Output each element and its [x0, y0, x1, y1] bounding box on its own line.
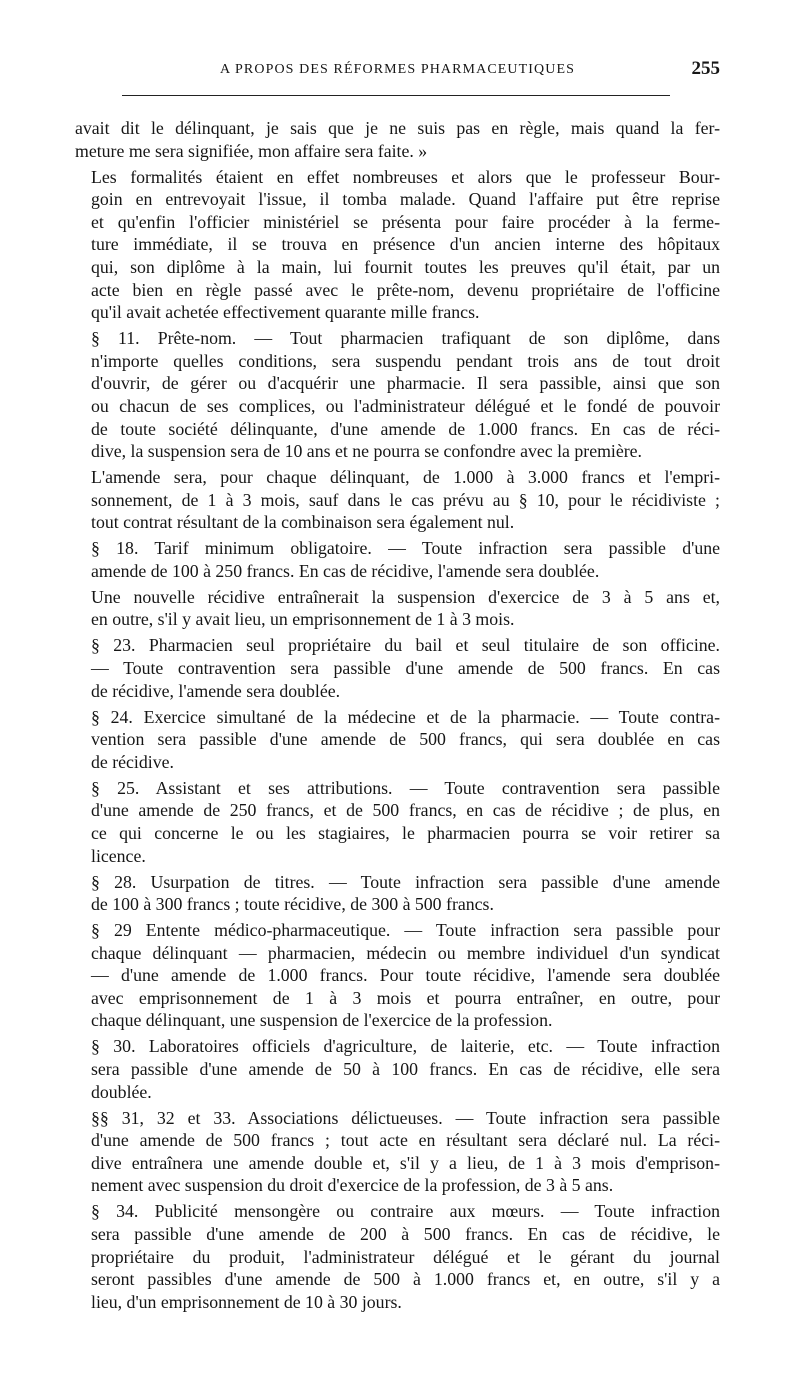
text-line: Les formalités étaient en effet nombreuses et alors que le professeur Bour-	[91, 166, 720, 187]
text-line: dive, la suspension sera de 10 ans et ne pourra se confondre avec la première.	[91, 441, 643, 462]
text-line: d'ouvrir, de gérer ou d'acquérir une pharmacie. Il sera passible, ainsi que son	[91, 373, 720, 394]
paragraph	[75, 777, 720, 867]
text-line: de récidive, l'amende sera doublée.	[91, 680, 341, 701]
text-line: sonnement, de 1 à 3 mois, sauf dans le cas prévu au § 10, pour le récidiviste ;	[91, 489, 720, 510]
paragraph	[75, 706, 720, 774]
text-line: qui, son diplôme à la main, lui fournit toutes les preuves qu'il était, par un	[91, 256, 720, 277]
text-line: et qu'enfin l'officier ministériel se présenta pour faire procéder à la ferme-	[91, 211, 720, 232]
paragraph	[75, 1035, 720, 1103]
text-line: § 18. Tarif minimum obligatoire. — Toute infraction sera passible d'une	[91, 538, 720, 559]
text-line: § 34. Publicité mensongère ou contraire aux mœurs. — Toute infraction	[91, 1201, 720, 1222]
text-line: propriétaire du produit, l'administrateur délégué et le gérant du journal	[91, 1246, 720, 1267]
text-line: licence.	[91, 845, 146, 866]
text-line: sera passible d'une amende de 200 à 500 francs. En cas de récidive, le	[91, 1223, 720, 1244]
body-text	[75, 117, 720, 1317]
paragraph	[75, 871, 720, 916]
paragraph	[75, 1200, 720, 1313]
text-line: § 24. Exercice simultané de la médecine et de la pharmacie. — Toute contra-	[91, 706, 720, 727]
text-line: §§ 31, 32 et 33. Associations délictueuses. — Toute infraction sera passible	[91, 1107, 720, 1128]
text-line: vention sera passible d'une amende de 500 francs, qui sera doublée en cas	[91, 729, 720, 750]
text-line: lieu, d'un emprisonnement de 10 à 30 jours.	[91, 1291, 402, 1312]
text-line: ce qui concerne le ou les stagiaires, le pharmacien pourra se voir retirer sa	[91, 822, 720, 843]
text-line: dive entraînera une amende double et, s'il y a lieu, de 1 à 3 mois d'emprison-	[91, 1152, 720, 1173]
text-line: amende de 100 à 250 francs. En cas de récidive, l'amende sera doublée.	[91, 560, 600, 581]
text-line: nement avec suspension du droit d'exercice de la profession, de 3 à 5 ans.	[91, 1175, 614, 1196]
text-line: — Toute contravention sera passible d'une amende de 500 francs. En cas	[91, 658, 720, 678]
page-number: 255	[691, 58, 720, 79]
text-line: § 29 Entente médico-pharmaceutique. — Toute infraction sera passible pour	[91, 920, 720, 941]
paragraph	[75, 166, 720, 324]
text-line: seront passibles d'une amende de 500 à 1.000 francs et, en outre, s'il y a	[91, 1269, 720, 1290]
running-title: A PROPOS DES RÉFORMES PHARMACEUTIQUES	[220, 62, 575, 77]
text-line: n'importe quelles conditions, sera suspendu pendant trois ans de tout droit	[91, 350, 720, 371]
text-line: de 100 à 300 francs ; toute récidive, de 300 à 500 francs.	[91, 894, 494, 915]
text-line: § 25. Assistant et ses attributions. — Toute contravention sera passible	[91, 777, 720, 798]
text-line: de récidive.	[91, 751, 174, 772]
text-line: § 28. Usurpation de titres. — Toute infraction sera passible d'une amende	[91, 871, 720, 892]
text-line: sera passible d'une amende de 50 à 100 francs. En cas de récidive, elle sera	[91, 1059, 720, 1080]
text-line: ou chacun de ses complices, ou l'administrateur délégué et le fondé de pouvoir	[91, 395, 720, 416]
paragraph	[75, 634, 720, 702]
text-line: ture immédiate, il se trouva en présence d'un ancien interne des hôpitaux	[91, 234, 720, 255]
text-line: goin en entrevoyait l'issue, il tomba malade. Quand l'affaire put être reprise	[91, 189, 720, 210]
header-rule	[122, 95, 670, 96]
paragraph	[75, 466, 720, 534]
text-line: L'amende sera, pour chaque délinquant, de 1.000 à 3.000 francs et l'empri-	[91, 467, 720, 488]
text-line: de toute société délinquante, d'une amende de 1.000 francs. En cas de réci-	[91, 418, 720, 439]
paragraph	[75, 586, 720, 631]
paragraph	[75, 1107, 720, 1197]
text-line: Une nouvelle récidive entraînerait la suspension d'exercice de 3 à 5 ans et,	[91, 586, 720, 607]
paragraph	[75, 327, 720, 463]
text-line: tout contrat résultant de la combinaison sera également nul.	[91, 512, 515, 533]
text-line: avec emprisonnement de 1 à 3 mois et pourra entraîner, en outre, pour	[91, 987, 720, 1008]
text-line: meture me sera signifiée, mon affaire sera faite. »	[75, 140, 428, 161]
text-line: — d'une amende de 1.000 francs. Pour toute récidive, l'amende sera doublée	[91, 965, 720, 986]
text-line: § 23. Pharmacien seul propriétaire du bail et seul titulaire de son officine.	[91, 635, 720, 656]
text-line: § 11. Prête-nom. — Tout pharmacien trafiquant de son diplôme, dans	[91, 328, 720, 349]
text-line: d'une amende de 500 francs ; tout acte en résultant sera déclaré nul. La réci-	[91, 1130, 720, 1151]
text-line: doublée.	[91, 1081, 152, 1102]
running-head	[75, 58, 720, 88]
text-line: qu'il avait achetée effectivement quarante mille francs.	[91, 302, 480, 323]
paragraph	[75, 537, 720, 582]
text-line: § 30. Laboratoires officiels d'agriculture, de laiterie, etc. — Toute infraction	[91, 1036, 720, 1057]
text-line: d'une amende de 250 francs, et de 500 francs, en cas de récidive ; de plus, en	[91, 800, 720, 821]
text-line: chaque délinquant, une suspension de l'exercice de la profession.	[91, 1010, 553, 1031]
paragraph	[75, 117, 720, 162]
text-line: en outre, s'il y avait lieu, un emprisonnement de 1 à 3 mois.	[91, 609, 515, 630]
text-line: chaque délinquant — pharmacien, médecin ou membre individuel d'un syndicat	[91, 942, 720, 963]
text-line: acte bien en règle passé avec le prête-nom, devenu propriétaire de l'officine	[91, 279, 720, 300]
text-line: avait dit le délinquant, je sais que je ne suis pas en règle, mais quand la fer-	[75, 118, 720, 138]
paragraph	[75, 919, 720, 1032]
